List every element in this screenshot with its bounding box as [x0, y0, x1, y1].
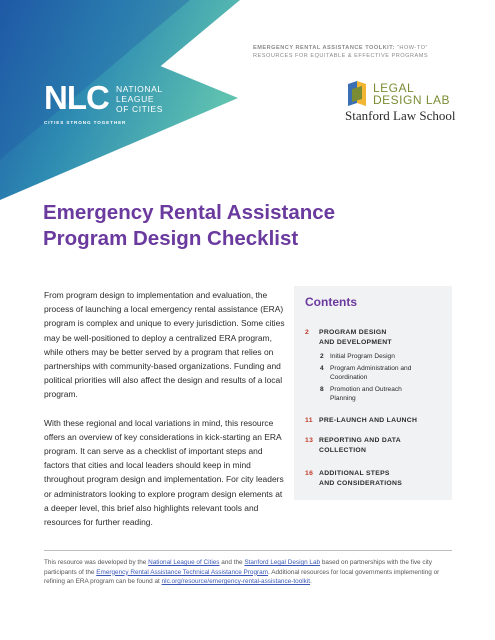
footer-text: based on partnerships with the five city participants of the: [44, 559, 432, 576]
legal-design-lab-link[interactable]: Stanford Legal Design Lab: [244, 559, 321, 566]
toc-subsection-title: [330, 385, 448, 403]
toc-line: Initial Program Design: [330, 353, 395, 360]
toc-page-number: 2: [320, 353, 324, 360]
page-title-line: Emergency Rental Assistance: [43, 201, 336, 224]
intro-text: [44, 288, 288, 543]
toolkit-quote: “HOW-TO”: [394, 45, 428, 51]
nlc-letters: NLC: [44, 79, 109, 116]
toc-line: AND CONSIDERATIONS: [319, 480, 403, 487]
footer-text: This resource was developed by the: [44, 559, 149, 566]
toolkit-url-link[interactable]: nlc.org/resource/emergency-rental-assistance-toolkit: [161, 578, 311, 585]
stanford-law-school: Stanford Law School: [345, 108, 456, 123]
footer-text: . Additional resources for local governments implementing or refining an ERA program can be found at: [44, 568, 440, 585]
footer-text: and the: [219, 559, 245, 566]
toolkit-title: EMERGENCY RENTAL ASSISTANCE TOOLKIT:: [253, 45, 395, 51]
toc-line: Coordination: [330, 374, 368, 381]
toc-line: Planning: [330, 395, 356, 402]
toc-section-title: [319, 328, 445, 348]
ldl-name-line: DESIGN LAB: [373, 93, 451, 107]
toolkit-subtitle: RESOURCES FOR EQUITABLE & EFFECTIVE PROGRAMS: [253, 53, 429, 59]
nlc-name-line: LEAGUE: [116, 94, 155, 104]
toc-line: PROGRAM DESIGN: [319, 329, 387, 336]
toolkit-heading: [253, 44, 453, 60]
nlc-tagline: CITIES STRONG TOGETHER: [44, 120, 127, 125]
toc-page-number: 13: [305, 437, 314, 444]
ldl-name-line: LEGAL: [373, 81, 415, 95]
page-title: [43, 200, 443, 252]
ldl-ribbon-icon: [345, 81, 369, 107]
contents-box: [294, 286, 452, 500]
toc-page-number: 11: [305, 417, 313, 424]
toc-line: AND DEVELOPMENT: [319, 339, 392, 346]
toc-line: Program Administration and: [330, 365, 412, 372]
toc-section-title: [319, 416, 445, 426]
nlc-name: [116, 84, 196, 114]
toc-page-number: 16: [305, 470, 314, 477]
nlc-name-line: NATIONAL: [116, 84, 163, 94]
footer-divider: [44, 550, 452, 551]
intro-paragraph: With these regional and local variations in mind, this resource offers an overview of key considerations in kick-starting an ERA program. It can serve as a checklist of important steps and factors that cities and local leaders should keep in mind throughout program design and implementation. For city leaders or administrators looking to explore program design elements at a deeper level, this brief also highlights relevant tools and resources for further reading.: [44, 417, 284, 528]
toc-page-number: 4: [320, 365, 324, 372]
nlc-link[interactable]: National League of Cities: [148, 559, 220, 566]
toc-section-title: [319, 436, 445, 456]
toc-page-number: 8: [320, 386, 324, 393]
toc-line: REPORTING AND DATA: [319, 437, 401, 444]
toc-page-number: 2: [305, 329, 310, 336]
intro-paragraph: From program design to implementation and evaluation, the process of launching a local emergency rental assistance (ERA) program is complex and unique to every jurisdiction. Some cities may be well-positioned to deploy a centralized ERA program, while others may be better served by a program that relies on partnerships with community-based organizations. Funding and political priorities will also affect the design and results of a local program.: [44, 290, 285, 400]
footer-note: [44, 558, 454, 587]
page-title-line: Program Design Checklist: [43, 227, 299, 250]
toc-line: COLLECTION: [319, 447, 367, 454]
nlc-name-line: OF CITIES: [116, 104, 163, 114]
toc-line: Promotion and Outreach: [330, 386, 402, 393]
toc-section-title: [319, 469, 445, 489]
toc-subsection-title: [330, 352, 448, 361]
toc-line: PRE-LAUNCH AND LAUNCH: [319, 417, 418, 424]
ldl-name: [373, 82, 453, 106]
technical-assistance-program-link[interactable]: Emergency Rental Assistance Technical Assistance Program: [96, 568, 269, 576]
toc-line: ADDITIONAL STEPS: [319, 470, 390, 477]
footer-text: .: [310, 578, 312, 585]
contents-title: Contents: [305, 295, 357, 309]
toc-subsection-title: [330, 364, 448, 382]
